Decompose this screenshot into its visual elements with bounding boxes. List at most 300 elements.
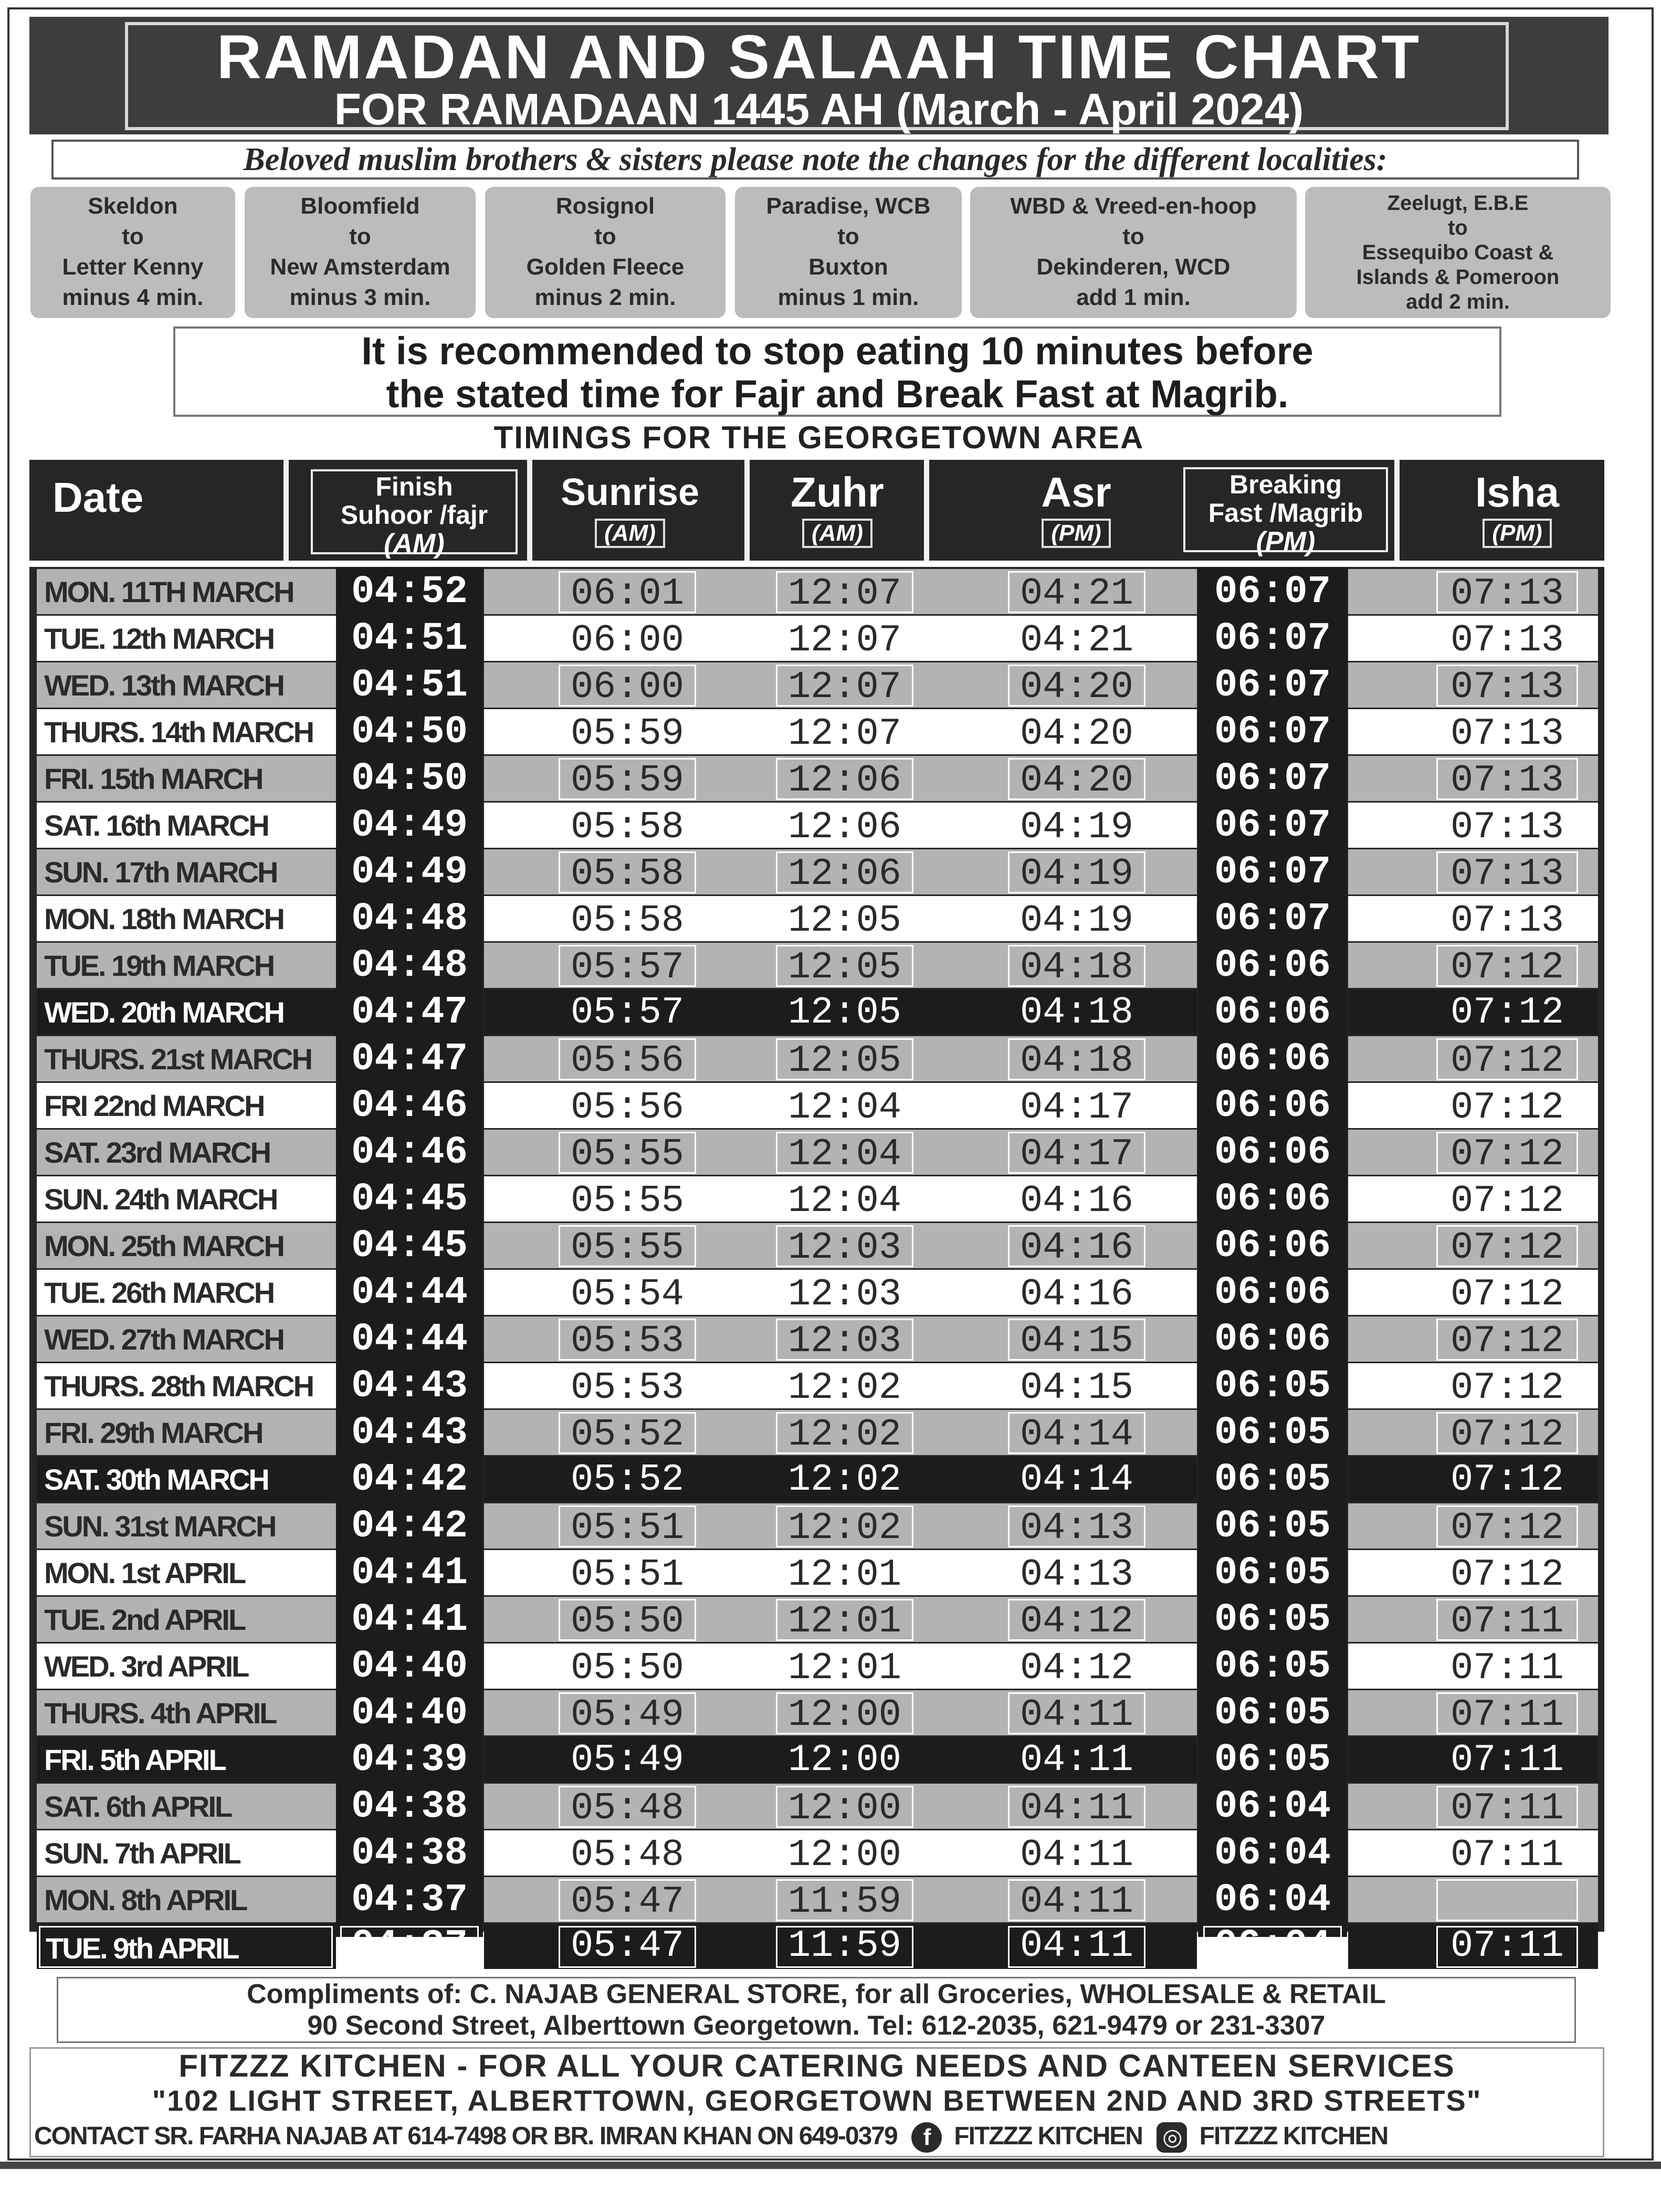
row-suhoor-time: 04:46 — [351, 1131, 468, 1175]
row-suhoor-time: 04:41 — [351, 1551, 468, 1595]
row-asr-time: 04:14 — [1019, 1458, 1134, 1501]
row-sunrise-time: 05:47 — [559, 1926, 696, 1968]
row-zuhr-time: 12:05 — [787, 991, 902, 1034]
header-sunrise-label: Sunrise — [560, 471, 700, 513]
row-date: SUN. 31st MARCH — [44, 1510, 276, 1543]
row-asr-time: 04:18 — [1008, 1038, 1145, 1080]
row-sunrise-time: 05:51 — [559, 1552, 696, 1594]
row-asr-time: 04:16 — [1008, 1225, 1145, 1267]
row-asr-time: 04:15 — [1008, 1365, 1145, 1407]
row-isha-time: 07:12 — [1436, 1365, 1578, 1407]
header-isha-label: Isha — [1475, 469, 1560, 515]
row-zuhr-time: 12:05 — [776, 898, 913, 940]
row-asr-time: 04:11 — [1008, 1926, 1145, 1968]
social-facebook-label: FITZZZ KITCHEN — [954, 2122, 1142, 2150]
row-date: TUE. 12th MARCH — [44, 622, 274, 655]
row-suhoor-time: 04:45 — [351, 1177, 468, 1221]
row-asr-time: 04:11 — [1019, 1739, 1134, 1782]
row-isha-time: 07:13 — [1436, 758, 1578, 800]
row-date: SAT. 6th APRIL — [44, 1790, 232, 1823]
row-zuhr-time: 12:00 — [776, 1832, 913, 1874]
row-date: FRI. 5th APRIL — [44, 1743, 225, 1776]
table-row — [0, 1644, 1661, 1689]
header-maghrib-line-2: Fast /Magrib — [1208, 498, 1363, 528]
row-asr-time: 04:11 — [1008, 1879, 1145, 1921]
row-zuhr-time: 12:02 — [776, 1365, 913, 1407]
row-suhoor-time: 04:37 — [351, 1878, 468, 1922]
row-sunrise-time: 05:57 — [570, 991, 685, 1034]
header-isha — [1438, 467, 1596, 548]
row-asr-time: 04:11 — [1008, 1692, 1145, 1734]
row-sunrise-time: 05:57 — [559, 945, 696, 987]
recommendation-line-1: It is recommended to stop eating 10 minutes before — [361, 329, 1313, 373]
row-sunrise-time: 05:58 — [559, 805, 696, 847]
row-sunrise-time: 05:55 — [559, 1132, 696, 1174]
row-maghrib-time: 06:07 — [1214, 570, 1331, 614]
row-asr-time: 04:11 — [1008, 1832, 1145, 1874]
row-maghrib-time: 06:04 — [1203, 1926, 1342, 1968]
row-isha-time: 07:11 — [1436, 1646, 1578, 1688]
table-row — [0, 1924, 1661, 1969]
locality-line: Dekinderen, WCD — [1036, 254, 1231, 280]
row-asr-time: 04:14 — [1008, 1412, 1145, 1454]
table-row — [0, 1877, 1661, 1922]
header-date — [52, 472, 273, 523]
locality-card — [245, 187, 476, 318]
row-isha-time: 07:12 — [1436, 1225, 1578, 1267]
table-row — [0, 709, 1661, 754]
row-date: SUN. 24th MARCH — [44, 1183, 277, 1216]
row-maghrib-time: 06:06 — [1214, 1131, 1331, 1175]
row-asr-time: 04:19 — [1008, 851, 1145, 893]
row-date: TUE. 2nd APRIL — [44, 1603, 245, 1636]
row-suhoor-time: 04:47 — [351, 1037, 468, 1081]
row-isha-time: 07:13 — [1436, 805, 1578, 847]
row-suhoor-time: 04:50 — [351, 757, 468, 801]
row-sunrise-time: 05:56 — [559, 1038, 696, 1080]
row-asr-time: 04:15 — [1008, 1319, 1145, 1361]
row-zuhr-time: 12:07 — [776, 571, 913, 613]
social-instagram-label: FITZZZ KITCHEN — [1199, 2122, 1388, 2150]
row-suhoor-time: 04:39 — [351, 1738, 468, 1782]
locality-line: Golden Fleece — [526, 254, 685, 280]
kitchen-contact-line — [31, 2118, 1603, 2155]
row-asr-time: 04:18 — [1019, 991, 1134, 1034]
row-zuhr-time: 12:00 — [776, 1786, 913, 1828]
row-zuhr-time: 12:01 — [776, 1646, 913, 1688]
row-sunrise-time: 05:58 — [559, 851, 696, 893]
row-maghrib-time: 06:05 — [1214, 1551, 1331, 1595]
locality-line: Bloomfield — [300, 193, 420, 219]
locality-line: to — [349, 224, 371, 249]
row-date: SAT. 23rd MARCH — [44, 1136, 270, 1169]
row-isha-time: 07:11 — [1436, 1786, 1578, 1828]
row-date: MON. 18th MARCH — [44, 902, 283, 935]
row-suhoor-time: 04:48 — [351, 897, 468, 941]
row-suhoor-time: 04:51 — [351, 663, 468, 708]
row-maghrib-time: 06:04 — [1214, 1878, 1331, 1922]
table-row — [0, 803, 1661, 848]
row-date: TUE. 26th MARCH — [44, 1276, 274, 1309]
locality-adjustments — [30, 187, 1611, 318]
compliments-box — [57, 1977, 1576, 2043]
row-suhoor-time: 04:45 — [351, 1224, 468, 1268]
row-zuhr-time: 11:59 — [776, 1879, 913, 1921]
row-date: MON. 11TH MARCH — [44, 575, 293, 608]
row-asr-time: 04:20 — [1008, 758, 1145, 800]
row-suhoor-time: 04:37 — [340, 1926, 479, 1968]
row-isha-time: 07:12 — [1436, 1132, 1578, 1174]
table-row — [0, 756, 1661, 801]
locality-line: Buxton — [808, 254, 888, 280]
row-asr-time: 04:11 — [1008, 1786, 1145, 1828]
table-row — [0, 1457, 1661, 1502]
row-asr-time: 04:13 — [1008, 1505, 1145, 1547]
row-sunrise-time: 06:00 — [559, 618, 696, 660]
row-date: SUN. 7th APRIL — [44, 1837, 240, 1870]
row-date: FRI 22nd MARCH — [44, 1089, 264, 1122]
table-row — [0, 849, 1661, 894]
row-suhoor-time: 04:43 — [351, 1364, 468, 1408]
locality-card — [30, 187, 235, 318]
row-asr-time: 04:13 — [1008, 1552, 1145, 1594]
row-sunrise-time: 05:53 — [559, 1319, 696, 1361]
row-maghrib-time: 06:06 — [1214, 1271, 1331, 1315]
row-sunrise-time: 05:53 — [559, 1365, 696, 1407]
row-maghrib-time: 06:06 — [1214, 1177, 1331, 1221]
row-maghrib-time: 06:04 — [1214, 1831, 1331, 1876]
row-suhoor-time: 04:52 — [351, 570, 468, 614]
row-suhoor-time: 04:49 — [351, 804, 468, 848]
row-isha-time: 07:12 — [1450, 1458, 1564, 1501]
row-isha-time: 07:11 — [1436, 1926, 1578, 1968]
row-asr-time: 04:12 — [1008, 1599, 1145, 1641]
compliments-line-1: Compliments of: C. NAJAB GENERAL STORE, for all Groceries, WHOLESALE & RETAIL — [247, 1979, 1386, 2009]
locality-line: to — [1448, 216, 1468, 239]
row-maghrib-time: 06:05 — [1214, 1504, 1331, 1549]
row-maghrib-time: 06:07 — [1214, 850, 1331, 894]
table-row — [0, 1083, 1661, 1128]
locality-line: minus 3 min. — [289, 285, 431, 310]
row-zuhr-time: 12:05 — [776, 945, 913, 987]
row-date: SUN. 17th MARCH — [44, 856, 277, 889]
row-maghrib-time: 06:05 — [1214, 1411, 1331, 1455]
compliments-line-2: 90 Second Street, Alberttown Georgetown. Tel: 612-2035, 621-9479 or 231-3307 — [307, 2010, 1326, 2041]
row-sunrise-time: 05:52 — [570, 1458, 685, 1501]
table-row — [0, 1690, 1661, 1735]
row-isha-time: 07:12 — [1436, 1272, 1578, 1314]
row-maghrib-time: 06:07 — [1214, 897, 1331, 941]
header-separator — [744, 460, 750, 561]
row-isha-time: 07:13 — [1436, 618, 1578, 660]
table-row — [0, 989, 1661, 1035]
header-suhoor-unit: (AM) — [384, 529, 445, 559]
header-asr-label: Asr — [1041, 469, 1111, 515]
locality-notice: Beloved muslim brothers & sisters please note the changes for the different localities: — [51, 140, 1579, 180]
row-sunrise-time: 06:00 — [559, 665, 696, 707]
instagram-icon: ◎ — [1157, 2122, 1187, 2153]
row-maghrib-time: 06:06 — [1214, 944, 1331, 988]
table-row — [0, 1410, 1661, 1455]
header-separator — [1394, 460, 1400, 561]
row-maghrib-time: 06:05 — [1214, 1738, 1331, 1782]
locality-line: to — [594, 224, 616, 249]
table-row — [0, 1784, 1661, 1829]
row-asr-time: 04:16 — [1008, 1178, 1145, 1220]
row-sunrise-time: 05:50 — [559, 1646, 696, 1688]
locality-line: Skeldon — [88, 193, 178, 219]
locality-line: to — [122, 224, 144, 249]
row-zuhr-time: 12:07 — [776, 618, 913, 660]
row-zuhr-time: 12:00 — [787, 1739, 902, 1782]
row-isha-time: 07:12 — [1436, 945, 1578, 987]
row-date: THURS. 4th APRIL — [44, 1697, 276, 1730]
row-sunrise-time: 05:51 — [559, 1505, 696, 1547]
row-date: MON. 8th APRIL — [44, 1883, 247, 1916]
row-suhoor-time: 04:49 — [351, 850, 468, 894]
row-date: FRI. 15th MARCH — [44, 762, 262, 795]
table-row — [0, 1363, 1661, 1408]
header-zuhr-label: Zuhr — [791, 469, 884, 515]
row-date: THURS. 28th MARCH — [44, 1370, 313, 1403]
row-zuhr-time: 12:02 — [776, 1412, 913, 1454]
table-row — [0, 1130, 1661, 1175]
row-zuhr-time: 12:04 — [776, 1085, 913, 1127]
kitchen-line-1: FITZZZ KITCHEN - FOR ALL YOUR CATERING NEEDS AND CANTEEN SERVICES — [178, 2048, 1455, 2083]
row-isha-time: 07:12 — [1436, 1178, 1578, 1220]
row-suhoor-time: 04:42 — [351, 1458, 468, 1502]
row-asr-time: 04:19 — [1008, 805, 1145, 847]
row-asr-time: 04:19 — [1008, 898, 1145, 940]
row-isha-time: 07:12 — [1436, 1552, 1578, 1594]
row-maghrib-time: 06:07 — [1214, 710, 1331, 754]
row-zuhr-time: 12:02 — [776, 1505, 913, 1547]
row-suhoor-time: 04:42 — [351, 1504, 468, 1549]
row-isha-time — [1436, 1879, 1578, 1921]
header-zuhr — [751, 467, 924, 548]
row-date: MON. 25th MARCH — [44, 1229, 283, 1262]
row-sunrise-time: 05:50 — [559, 1599, 696, 1641]
row-suhoor-time: 04:50 — [351, 710, 468, 754]
row-isha-time: 07:11 — [1436, 1599, 1578, 1641]
header-suhoor-line-2: Suhoor /fajr — [340, 500, 488, 530]
table-row — [0, 616, 1661, 661]
locality-line: Zeelugt, E.B.E — [1387, 192, 1529, 215]
kitchen-line-2: "102 LIGHT STREET, ALBERTTOWN, GEORGETOWN BETWEEN 2ND AND 3RD STREETS" — [152, 2084, 1482, 2117]
header-sunrise-unit: (AM) — [595, 519, 665, 548]
table-row — [0, 1503, 1661, 1549]
row-zuhr-time: 12:00 — [776, 1692, 913, 1734]
table-row — [0, 1036, 1661, 1081]
row-isha-time: 07:12 — [1436, 1038, 1578, 1080]
row-asr-time: 04:20 — [1008, 665, 1145, 707]
locality-line: minus 2 min. — [534, 285, 676, 310]
row-zuhr-time: 12:06 — [776, 758, 913, 800]
row-isha-time: 07:12 — [1450, 991, 1564, 1034]
locality-line: New Amsterdam — [270, 254, 450, 280]
header-isha-unit: (PM) — [1483, 519, 1551, 548]
row-date: WED. 13th MARCH — [44, 669, 283, 702]
row-asr-time: 04:17 — [1008, 1085, 1145, 1127]
row-sunrise-time: 05:49 — [570, 1739, 685, 1782]
row-maghrib-time: 06:06 — [1214, 1224, 1331, 1268]
table-row — [0, 1316, 1661, 1362]
row-date: FRI. 29th MARCH — [44, 1416, 262, 1449]
row-date: SAT. 16th MARCH — [44, 809, 268, 842]
table-row — [0, 1223, 1661, 1268]
table-row — [0, 1550, 1661, 1595]
table-row — [0, 943, 1661, 988]
row-sunrise-time: 05:58 — [559, 898, 696, 940]
row-maghrib-time: 06:05 — [1214, 1364, 1331, 1408]
header-separator — [283, 460, 289, 561]
row-isha-time: 07:13 — [1436, 665, 1578, 707]
table-row — [0, 1270, 1661, 1315]
row-date: SAT. 30th MARCH — [44, 1463, 268, 1496]
row-maghrib-time: 06:07 — [1214, 757, 1331, 801]
row-zuhr-time: 12:05 — [776, 1038, 913, 1080]
locality-line: to — [837, 224, 859, 249]
header-asr-unit: (PM) — [1042, 519, 1110, 548]
row-maghrib-time: 06:04 — [1214, 1785, 1331, 1829]
row-date: WED. 3rd APRIL — [44, 1650, 248, 1683]
row-suhoor-time: 04:46 — [351, 1084, 468, 1128]
page-title: RAMADAN AND SALAAH TIME CHART — [216, 23, 1422, 92]
header-separator — [527, 460, 532, 561]
row-maghrib-time: 06:07 — [1214, 663, 1331, 708]
header-maghrib — [1183, 467, 1388, 557]
table-row — [0, 662, 1661, 708]
table-row — [0, 1176, 1661, 1221]
row-maghrib-time: 06:06 — [1214, 1084, 1331, 1128]
row-isha-time: 07:11 — [1436, 1832, 1578, 1874]
row-sunrise-time: 05:55 — [559, 1225, 696, 1267]
row-asr-time: 04:16 — [1008, 1272, 1145, 1314]
locality-line: to — [1122, 224, 1144, 249]
row-zuhr-time: 12:03 — [776, 1272, 913, 1314]
table-row — [0, 569, 1661, 614]
locality-card — [485, 187, 726, 318]
locality-card — [735, 187, 962, 318]
row-zuhr-time: 12:07 — [776, 665, 913, 707]
row-zuhr-time: 12:06 — [776, 805, 913, 847]
row-isha-time: 07:12 — [1436, 1412, 1578, 1454]
row-zuhr-time: 12:03 — [776, 1319, 913, 1361]
row-zuhr-time: 12:07 — [776, 711, 913, 753]
locality-line: minus 4 min. — [62, 285, 204, 310]
row-sunrise-time: 05:59 — [559, 758, 696, 800]
row-asr-time: 04:21 — [1008, 618, 1145, 660]
row-zuhr-time: 12:01 — [776, 1552, 913, 1594]
row-suhoor-time: 04:44 — [351, 1318, 468, 1362]
header-suhoor-line-1: Finish — [375, 472, 453, 501]
row-zuhr-time: 12:06 — [776, 851, 913, 893]
row-suhoor-time: 04:38 — [351, 1785, 468, 1829]
row-date: WED. 20th MARCH — [44, 996, 283, 1029]
row-maghrib-time: 06:05 — [1214, 1598, 1331, 1642]
recommendation-line-2: the stated time for Fajr and Break Fast at Magrib. — [386, 372, 1289, 416]
row-sunrise-time: 05:59 — [559, 711, 696, 753]
row-date: MON. 1st APRIL — [44, 1556, 245, 1589]
row-suhoor-time: 04:43 — [351, 1411, 468, 1455]
row-isha-time: 07:11 — [1436, 1692, 1578, 1734]
header-zuhr-unit: (AM) — [802, 519, 872, 548]
kitchen-contact: CONTACT SR. FARHA NAJAB AT 614-7498 OR BR. IMRAN KHAN ON 649-0379 — [34, 2122, 897, 2150]
row-maghrib-time: 06:06 — [1214, 1318, 1331, 1362]
row-sunrise-time: 05:52 — [559, 1412, 696, 1454]
row-isha-time: 07:13 — [1436, 898, 1578, 940]
row-isha-time: 07:12 — [1436, 1505, 1578, 1547]
header-maghrib-unit: (PM) — [1256, 526, 1316, 557]
header-separator — [924, 460, 929, 561]
row-sunrise-time: 05:48 — [559, 1832, 696, 1874]
row-maghrib-time: 06:06 — [1214, 1037, 1331, 1081]
table-row — [0, 896, 1661, 941]
row-zuhr-time: 12:04 — [776, 1132, 913, 1174]
row-suhoor-time: 04:40 — [351, 1691, 468, 1735]
row-zuhr-time: 12:03 — [776, 1225, 913, 1267]
table-row — [0, 1597, 1661, 1642]
row-isha-time: 07:13 — [1436, 711, 1578, 753]
row-sunrise-time: 05:56 — [559, 1085, 696, 1127]
locality-line: add 1 min. — [1076, 285, 1191, 310]
table-row — [0, 1830, 1661, 1876]
header-maghrib-line-1: Breaking — [1229, 470, 1342, 499]
row-zuhr-time: 12:04 — [776, 1178, 913, 1220]
row-isha-time: 07:11 — [1450, 1739, 1564, 1782]
locality-line: add 2 min. — [1406, 290, 1510, 313]
area-heading: TIMINGS FOR THE GEORGETOWN AREA — [493, 420, 1144, 455]
row-sunrise-time: 05:49 — [559, 1692, 696, 1734]
table-row — [0, 1737, 1661, 1782]
row-asr-time: 04:21 — [1008, 571, 1145, 613]
row-suhoor-time: 04:41 — [351, 1598, 468, 1642]
row-maghrib-time: 06:05 — [1214, 1645, 1331, 1689]
row-date: THURS. 14th MARCH — [44, 715, 313, 749]
row-maghrib-time: 06:06 — [1214, 991, 1331, 1035]
header-suhoor — [311, 469, 518, 559]
row-maghrib-time: 06:07 — [1214, 804, 1331, 848]
row-asr-time: 04:20 — [1008, 711, 1145, 753]
row-sunrise-time: 05:48 — [559, 1786, 696, 1828]
row-isha-time: 07:13 — [1436, 571, 1578, 613]
row-maghrib-time: 06:05 — [1214, 1691, 1331, 1735]
row-suhoor-time: 04:51 — [351, 617, 468, 661]
header-date-label: Date — [52, 474, 144, 521]
page-subtitle: FOR RAMADAAN 1445 AH (March - April 2024) — [334, 85, 1304, 134]
header-asr — [987, 467, 1165, 548]
row-maghrib-time: 06:05 — [1214, 1458, 1331, 1502]
row-sunrise-time: 05:47 — [559, 1879, 696, 1921]
row-suhoor-time: 04:47 — [351, 991, 468, 1035]
locality-line: WBD & Vreed-en-hoop — [1010, 193, 1257, 219]
kitchen-advert — [29, 2047, 1604, 2157]
row-sunrise-time: 05:54 — [559, 1272, 696, 1314]
row-date: WED. 27th MARCH — [44, 1323, 283, 1356]
row-isha-time: 07:12 — [1436, 1319, 1578, 1361]
row-maghrib-time: 06:07 — [1214, 617, 1331, 661]
locality-line: Letter Kenny — [62, 254, 204, 280]
row-suhoor-time: 04:44 — [351, 1271, 468, 1315]
locality-card — [1305, 187, 1611, 318]
locality-line: Rosignol — [555, 193, 655, 219]
facebook-icon: f — [911, 2122, 942, 2153]
row-isha-time: 07:13 — [1436, 851, 1578, 893]
row-sunrise-time: 06:01 — [559, 571, 696, 613]
row-isha-time: 07:12 — [1436, 1085, 1578, 1127]
header-sunrise — [535, 467, 724, 548]
locality-line: Essequibo Coast & — [1362, 241, 1554, 264]
